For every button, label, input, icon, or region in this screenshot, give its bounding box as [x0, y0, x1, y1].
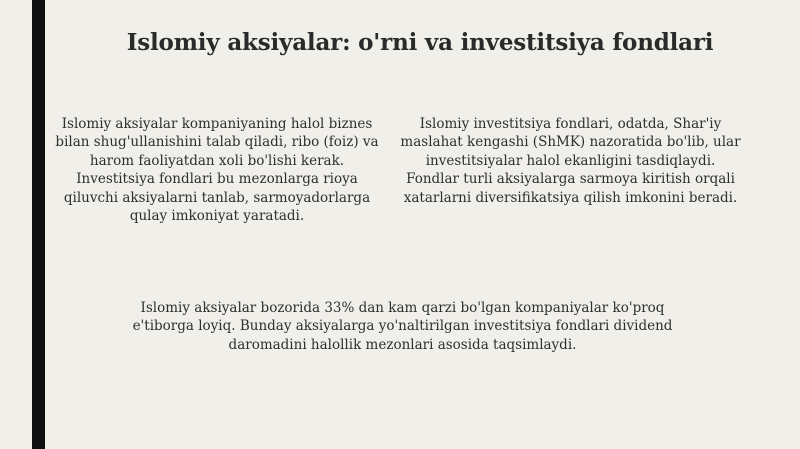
right-paragraph: Islomiy investitsiya fondlari, odatda, Shar'iy maslahat kengashi (ShMK) nazoratida bo'lib, ular investitsiyalar halol ekanligini tasdiqlaydi. Fondlar turli aksiyalarga sarmoya kiritish orqali xatarlarni diversifikatsiya qilish imkonini beradi.	[400, 116, 741, 206]
accent-bar	[32, 0, 45, 449]
slide-title: Islomiy aksiyalar: o'rni va investitsiya fondlari	[126, 29, 714, 56]
left-paragraph: Islomiy aksiyalar kompaniyaning halol biznes bilan shug'ullanishini talab qiladi, ribo (foiz) va harom faoliyatdan xoli bo'lishi kerak. Investitsiya fondlari bu mezonlarga rioya qiluvchi aksiyalarni tanlab, sarmoyadorlarga qulay imkoniyat yaratadi.	[55, 116, 379, 225]
bottom-paragraph: Islomiy aksiyalar bozorida 33% dan kam qarzi bo'lgan kompaniyalar ko'proq e'tiborga loyiq. Bunday aksiyalarga yo'naltirilgan investitsiya fondlari dividend daromadini halollik mezonlari asosida taqsimlaydi.	[132, 300, 673, 353]
